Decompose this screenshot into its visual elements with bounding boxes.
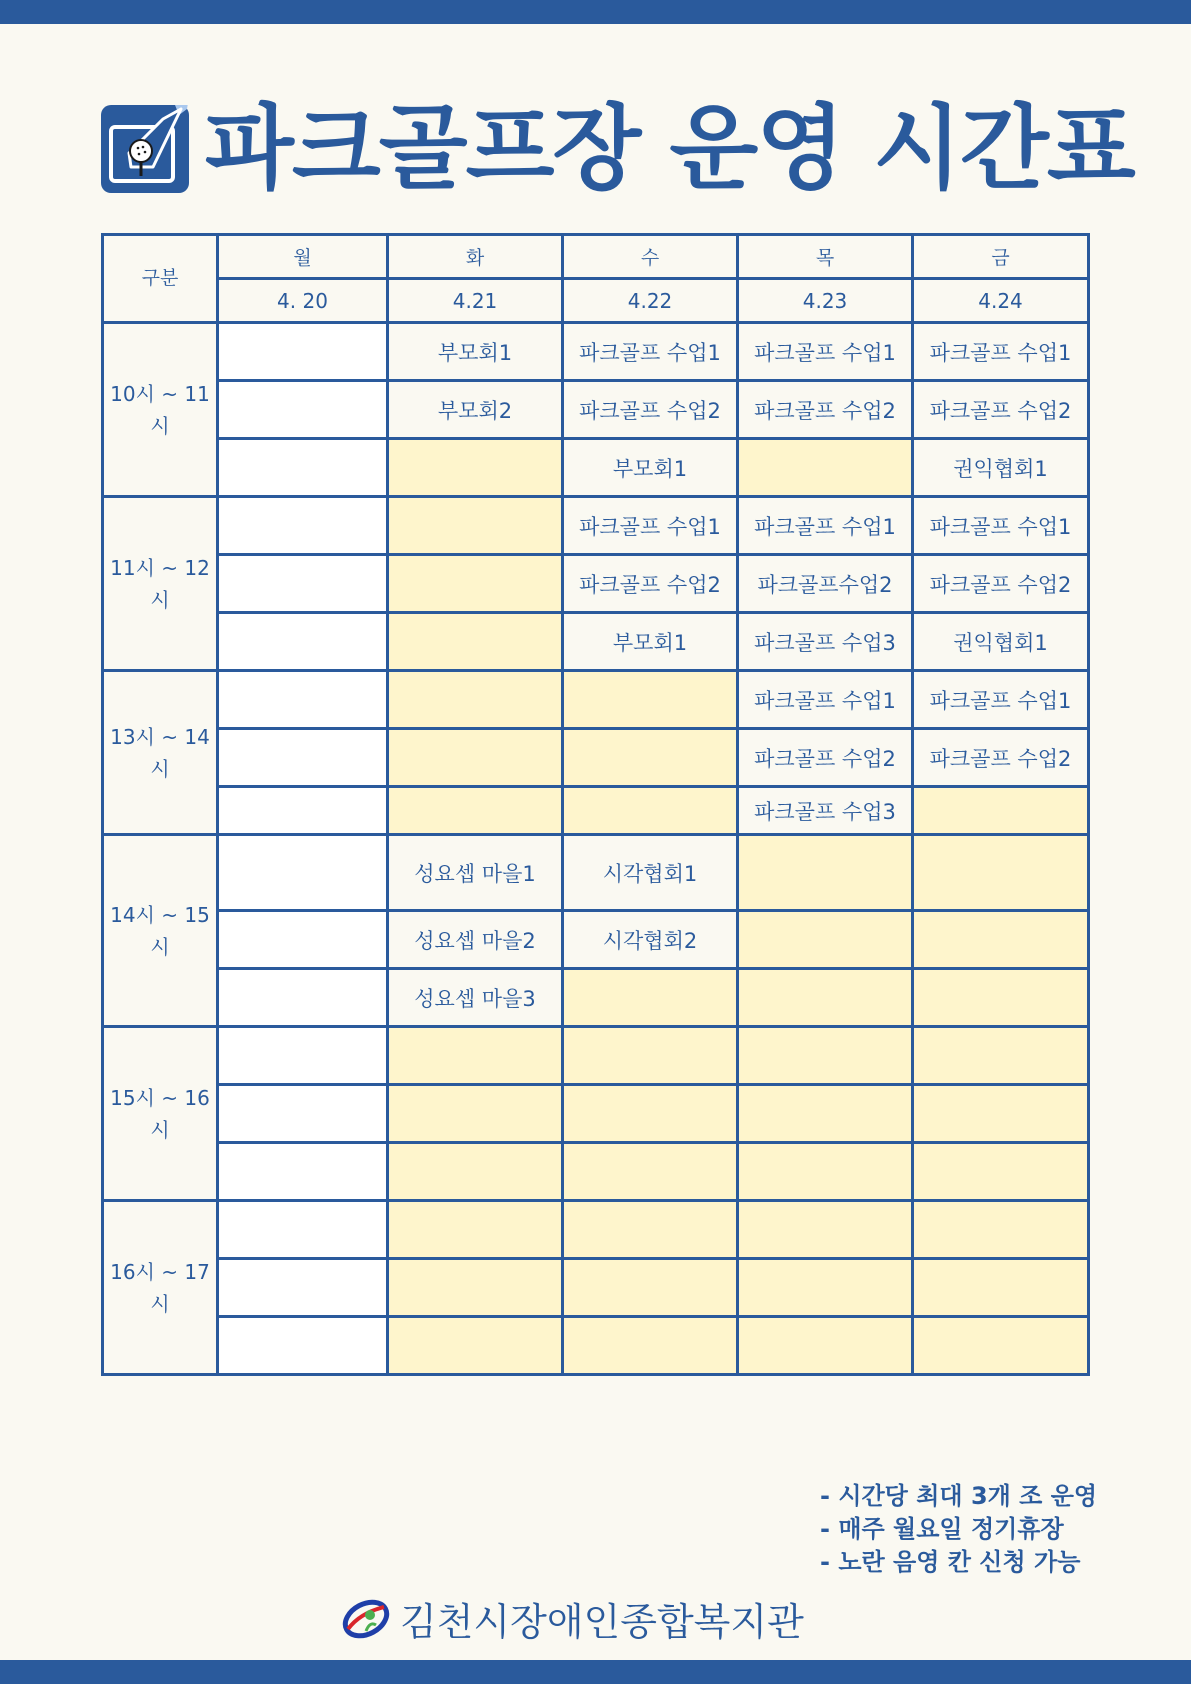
table-row [103,323,1089,381]
schedule-cell [913,1259,1089,1317]
schedule-cell: 파크골프 수업2 [563,381,738,439]
schedule-cell: 부모회2 [388,381,563,439]
schedule-cell [563,1085,738,1143]
schedule-cell [913,1317,1089,1375]
schedule-cell [218,671,388,729]
schedule-cell [563,1027,738,1085]
schedule-cell [738,1085,913,1143]
time-slot-label: 16시 ~ 17시 [103,1201,218,1375]
footer [340,1594,804,1642]
schedule-cell: 시각협회1 [563,835,738,911]
schedule-cell: 권익협회1 [913,613,1089,671]
schedule-cell [913,969,1089,1027]
schedule-cell [563,729,738,787]
note-line: - 매주 월요일 정기휴장 [820,1515,1064,1543]
schedule-cell: 파크골프 수업1 [913,671,1089,729]
schedule-cell [563,1317,738,1375]
schedule-cell [218,555,388,613]
schedule-cell [218,1085,388,1143]
schedule-cell [913,787,1089,835]
schedule-cell: 파크골프 수업2 [913,729,1089,787]
schedule-cell: 파크골프 수업2 [913,555,1089,613]
schedule-cell [218,439,388,497]
table-row [103,969,1089,1027]
header-row-dates [103,279,1089,323]
bottom-bar [0,1660,1191,1684]
schedule-cell: 파크골프 수업1 [738,497,913,555]
schedule-cell [218,835,388,911]
schedule-cell [218,497,388,555]
day-header: 월 [218,235,388,279]
schedule-cell [738,969,913,1027]
table-row [103,671,1089,729]
schedule-cell: 파크골프 수업1 [738,323,913,381]
table-row [103,1027,1089,1085]
schedule-cell [218,1201,388,1259]
notes [820,1480,1097,1579]
schedule-cell [913,1085,1089,1143]
table-row [103,497,1089,555]
schedule-cell: 파크골프 수업1 [563,323,738,381]
top-bar [0,0,1191,24]
schedule-cell: 성요셉 마을1 [388,835,563,911]
schedule-cell [738,1201,913,1259]
header-row-days [103,235,1089,279]
day-header: 수 [563,235,738,279]
schedule-cell: 파크골프 수업2 [913,381,1089,439]
table-row [103,729,1089,787]
schedule-cell: 파크골프 수업3 [738,613,913,671]
schedule-cell [738,835,913,911]
time-slot-label: 13시 ~ 14시 [103,671,218,835]
time-slot-label: 14시 ~ 15시 [103,835,218,1027]
schedule-cell [913,1027,1089,1085]
schedule-cell [388,1317,563,1375]
schedule-cell [563,787,738,835]
note-line: - 노란 음영 칸 신청 가능 [820,1548,1081,1576]
schedule-cell [388,497,563,555]
header [101,96,1134,202]
schedule-cell [563,1143,738,1201]
page-title: 파크골프장 운영 시간표 [205,95,1134,202]
schedule-cell [738,911,913,969]
time-slot-label: 15시 ~ 16시 [103,1027,218,1201]
table-row [103,1085,1089,1143]
schedule-cell: 성요셉 마을3 [388,969,563,1027]
table-row [103,911,1089,969]
day-header: 금 [913,235,1089,279]
schedule-cell: 성요셉 마을2 [388,911,563,969]
note-line: - 시간당 최대 3개 조 운영 [820,1482,1098,1510]
table-row [103,1143,1089,1201]
schedule-cell [218,787,388,835]
table-row [103,1201,1089,1259]
schedule-cell [388,1143,563,1201]
schedule-cell [388,787,563,835]
date-header: 4.21 [388,279,563,323]
schedule-cell [388,1201,563,1259]
table-row [103,439,1089,497]
schedule-cell [388,1027,563,1085]
table-row [103,1259,1089,1317]
schedule-cell [218,1259,388,1317]
table-row [103,835,1089,911]
schedule-cell [388,729,563,787]
schedule-cell [738,439,913,497]
org-name: 김천시장애인종합복지관 [400,1599,804,1644]
day-header: 화 [388,235,563,279]
time-slot-label: 10시 ~ 11시 [103,323,218,497]
schedule-cell [218,1317,388,1375]
schedule-cell [218,323,388,381]
corner-label: 구분 [103,235,218,323]
schedule-cell: 파크골프 수업1 [913,497,1089,555]
schedule-cell [563,1201,738,1259]
schedule-cell: 파크골프 수업1 [563,497,738,555]
schedule-cell [388,555,563,613]
schedule-cell [388,1085,563,1143]
schedule-cell [388,671,563,729]
schedule-cell [563,1259,738,1317]
schedule-cell [738,1259,913,1317]
schedule-cell: 부모회1 [563,613,738,671]
schedule-cell: 파크골프 수업2 [738,729,913,787]
schedule-cell [388,439,563,497]
table-row [103,555,1089,613]
schedule-cell [913,911,1089,969]
schedule-cell: 파크골프 수업2 [563,555,738,613]
date-header: 4.22 [563,279,738,323]
schedule-cell: 시각협회2 [563,911,738,969]
schedule-cell [563,969,738,1027]
schedule-cell: 파크골프 수업2 [738,381,913,439]
schedule-cell: 파크골프수업2 [738,555,913,613]
schedule-cell [218,381,388,439]
date-header: 4.23 [738,279,913,323]
table-row [103,613,1089,671]
date-header: 4. 20 [218,279,388,323]
schedule-cell [218,911,388,969]
day-header: 목 [738,235,913,279]
schedule-cell [563,671,738,729]
schedule-cell: 파크골프 수업3 [738,787,913,835]
org-logo-icon [340,1595,392,1641]
schedule-cell: 권익협회1 [913,439,1089,497]
schedule-cell [913,1201,1089,1259]
schedule-cell [738,1317,913,1375]
schedule-cell [738,1143,913,1201]
time-slot-label: 11시 ~ 12시 [103,497,218,671]
date-header: 4.24 [913,279,1089,323]
schedule-cell [218,729,388,787]
schedule-cell [218,969,388,1027]
schedule-cell: 부모회1 [563,439,738,497]
schedule-cell [913,835,1089,911]
schedule-cell [218,1027,388,1085]
schedule-cell [388,1259,563,1317]
table-row [103,1317,1089,1375]
schedule-cell [218,1143,388,1201]
schedule-cell: 파크골프 수업1 [738,671,913,729]
schedule-cell [218,613,388,671]
golf-club-icon [101,105,189,193]
schedule-cell: 파크골프 수업1 [913,323,1089,381]
schedule-cell [738,1027,913,1085]
schedule-cell [913,1143,1089,1201]
schedule-table [101,233,1090,1376]
schedule-cell [388,613,563,671]
table-row [103,381,1089,439]
schedule-cell: 부모회1 [388,323,563,381]
table-row [103,787,1089,835]
